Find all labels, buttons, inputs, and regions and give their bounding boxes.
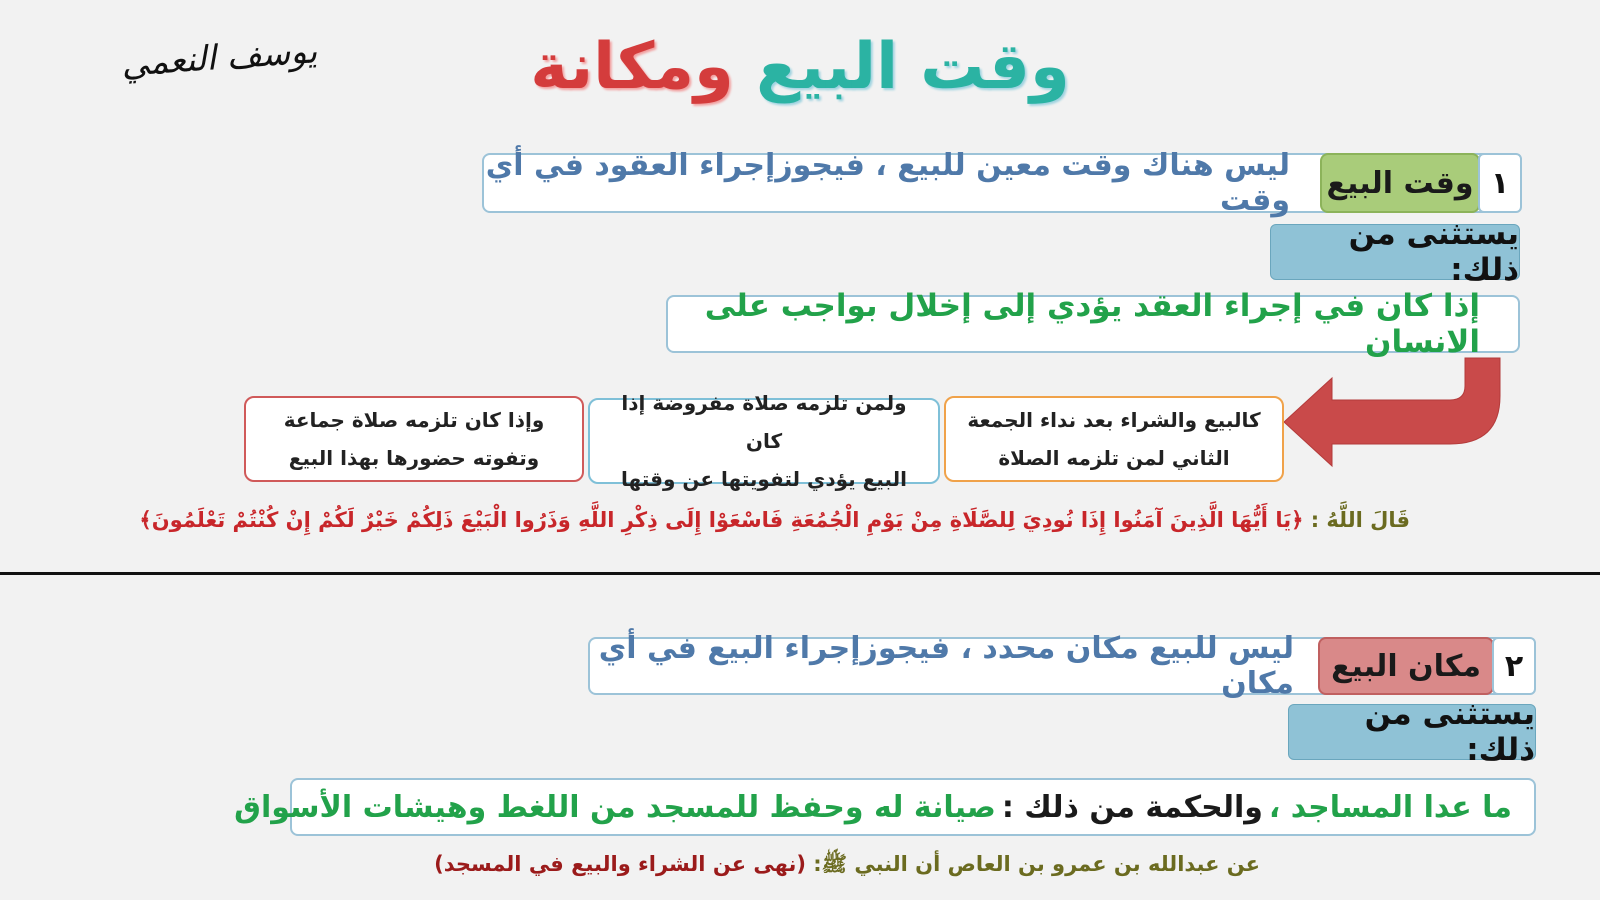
hadith-text: عن عبدالله بن عمرو بن العاص أن النبي ﷺ: (نهى عن الشراء والبيع في المسجد): [434, 852, 1260, 876]
page-title: وقت البيع ومكانة: [530, 30, 1070, 104]
case-box-jumuah: كالبيع والشراء بعد نداء الجمعة الثاني لمن تلزمه الصلاة: [944, 396, 1284, 482]
section1-number: ١: [1478, 153, 1522, 213]
section2-tag: مكان البيع: [1318, 637, 1494, 695]
section2-statement: ليس للبيع مكان محدد ، فيجوزإجراء البيع في أي مكان: [598, 631, 1294, 701]
case-box-congregation: وإذا كان تلزمه صلاة جماعة وتفوته حضورها بهذا البيع: [244, 396, 584, 482]
section2-exception-box: ما عدا المساجد ، والحكمة من ذلك : صيانة له وحفظ للمسجد من اللغط وهيشات الأسواق: [290, 778, 1536, 836]
quran-verse: قَالَ اللَّهُ : ﴿يَا أَيُّهَا الَّذِينَ آمَنُوا إِذَا نُودِيَ لِلصَّلَاةِ مِنْ يَوْمِ الْجُمُعَةِ فَاسْعَوْا إِلَى ذِكْرِ اللَّهِ وَذَرُوا الْبَيْعَ ذَلِكُمْ خَيْرٌ لَكُمْ إِنْ كُنْتُمْ تَعْلَمُونَ﴾: [139, 508, 1410, 532]
section2-number: ٢: [1492, 637, 1536, 695]
section2-exception-label: يستثنى من ذلك:: [1288, 704, 1536, 760]
section-divider: [0, 572, 1600, 575]
section1-exception-label: يستثنى من ذلك:: [1270, 224, 1520, 280]
curved-arrow-icon: [1280, 356, 1525, 478]
section1-condition: إذا كان في إجراء العقد يؤدي إلى إخلال بواجب على الانسان: [704, 288, 1480, 360]
case-box-obligatory-prayer: ولمن تلزمه صلاة مفروضة إذا كان البيع يؤدي لتفويتها عن وقتها: [588, 398, 940, 484]
section1-tag: وقت البيع: [1320, 153, 1480, 213]
author-signature: يوسف النعمي: [120, 31, 319, 85]
section1-statement: ليس هناك وقت معين للبيع ، فيجوزإجراء العقود في أي وقت: [485, 148, 1290, 218]
section1-condition-box: [666, 288, 1520, 360]
